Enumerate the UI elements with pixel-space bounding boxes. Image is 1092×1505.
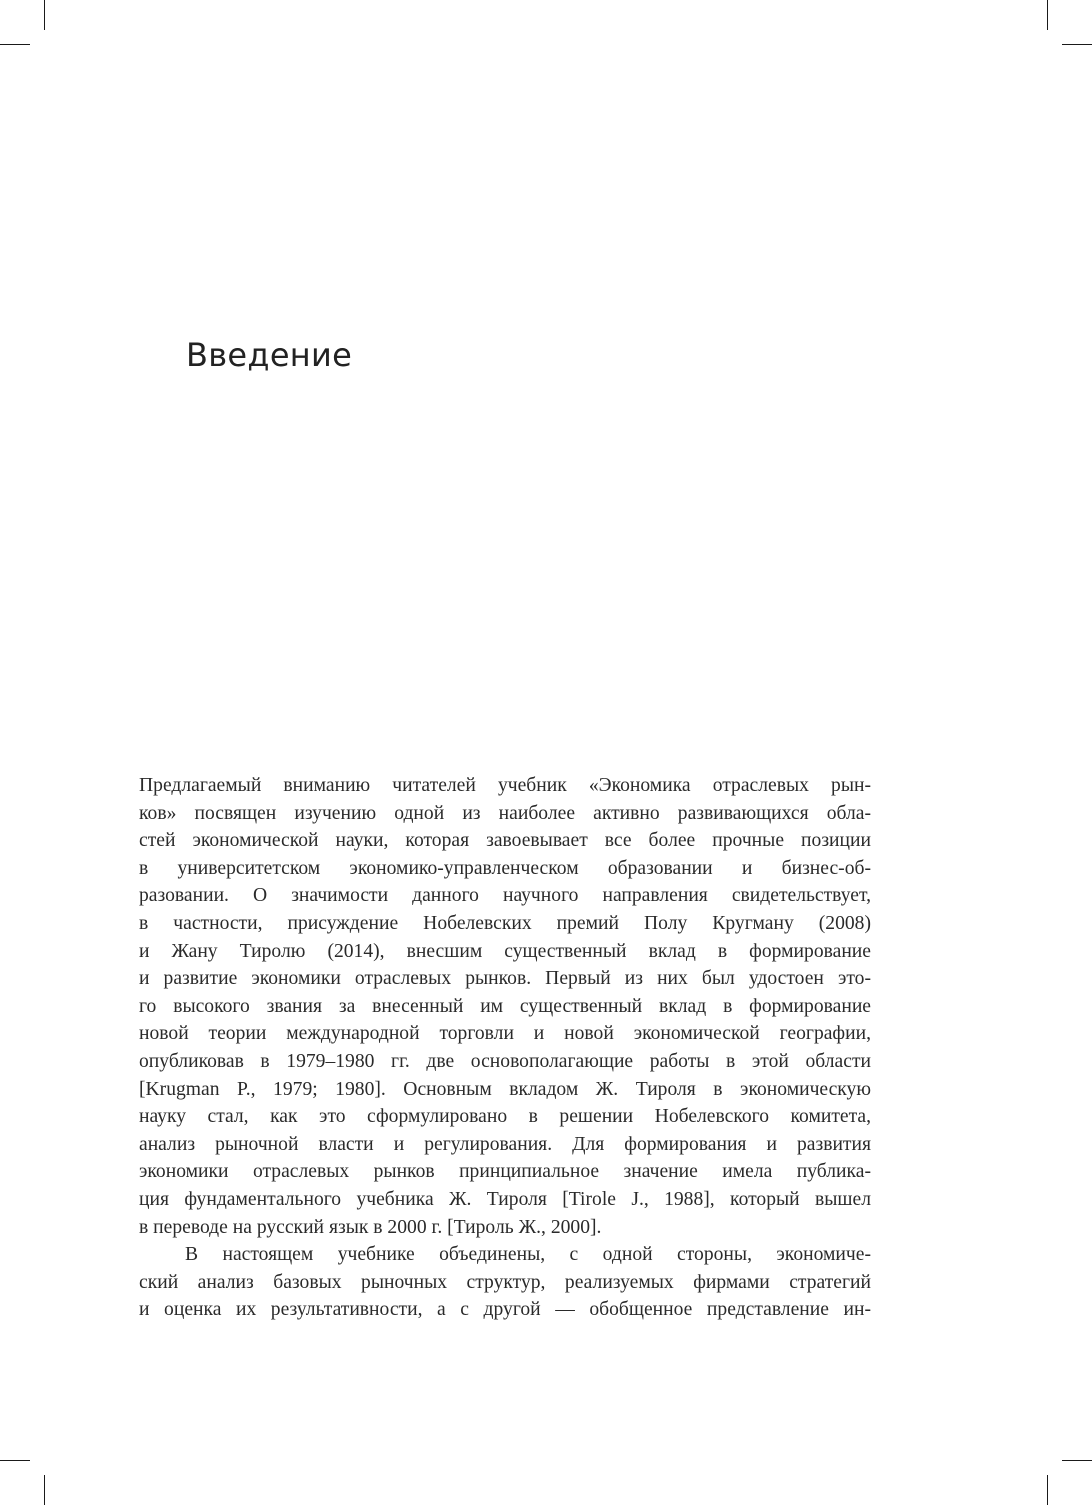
crop-mark-top-left-vertical bbox=[44, 0, 45, 30]
text-line: науку стал, как это сформулировано в решении Нобелевского комитета, bbox=[139, 1106, 871, 1128]
text-line: опубликовав в 1979–1980 гг. две основополагающие работы в этой области bbox=[139, 1050, 871, 1072]
text-line: и Жану Тиролю (2014), внесшим существенный вклад в формирование bbox=[139, 940, 871, 962]
crop-mark-top-left-horizontal bbox=[0, 44, 30, 45]
crop-mark-bottom-right-horizontal bbox=[1062, 1460, 1092, 1461]
crop-mark-bottom-right-vertical bbox=[1047, 1475, 1048, 1505]
paragraph-1 bbox=[139, 772, 871, 1241]
text-line: и оценка их результативности, а с другой — обобщенное представление ин- bbox=[139, 1299, 871, 1321]
crop-mark-bottom-left-vertical bbox=[44, 1475, 45, 1505]
text-line: ков» посвящен изучению одной из наиболее активно развивающихся обла- bbox=[139, 802, 871, 824]
text-line: в частности, присуждение Нобелевских премий Полу Кругману (2008) bbox=[139, 912, 871, 934]
text-line: и развитие экономики отраслевых рынков. Первый из них был удостоен это- bbox=[139, 968, 871, 990]
crop-mark-top-right-horizontal bbox=[1062, 44, 1092, 45]
text-line: в университетском экономико-управленческом образовании и бизнес-об- bbox=[139, 857, 871, 879]
text-line: В настоящем учебнике объединены, с одной стороны, экономиче- bbox=[185, 1244, 871, 1266]
crop-mark-top-right-vertical bbox=[1047, 0, 1048, 30]
text-line: Предлагаемый вниманию читателей учебник «Экономика отраслевых рын- bbox=[139, 775, 871, 796]
crop-mark-bottom-left-horizontal bbox=[0, 1460, 30, 1461]
text-line: анализ рыночной власти и регулирования. Для формирования и развития bbox=[139, 1133, 871, 1155]
text-line: [Krugman P., 1979; 1980]. Основным вкладом Ж. Тироля в экономическую bbox=[139, 1078, 871, 1100]
text-line: экономики отраслевых рынков принципиальное значение имела публика- bbox=[139, 1161, 871, 1183]
text-line: новой теории международной торговли и новой экономической географии, bbox=[139, 1023, 871, 1045]
text-line: го высокого звания за внесенный им существенный вклад в формирование bbox=[139, 995, 871, 1017]
chapter-title: Введение bbox=[186, 336, 353, 374]
text-line: ция фундаментального учебника Ж. Тироля [Tirole J., 1988], который вышел bbox=[139, 1188, 871, 1210]
text-line: ский анализ базовых рыночных структур, реализуемых фирмами стратегий bbox=[139, 1271, 871, 1293]
text-line: в переводе на русский язык в 2000 г. [Тироль Ж., 2000]. bbox=[139, 1216, 602, 1238]
text-line: разовании. О значимости данного научного направления свидетельствует, bbox=[139, 885, 871, 907]
body-text bbox=[139, 772, 871, 1324]
paragraph-2 bbox=[139, 1241, 871, 1324]
text-line: стей экономической науки, которая завоевывает все более прочные позиции bbox=[139, 830, 871, 852]
